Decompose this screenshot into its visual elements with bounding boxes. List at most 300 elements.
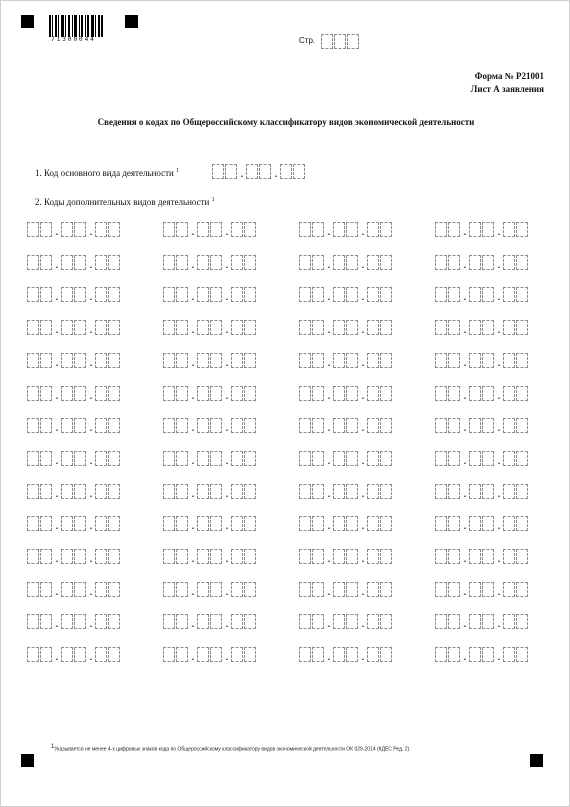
code-cell[interactable]	[482, 386, 494, 401]
code-cell[interactable]	[61, 549, 73, 564]
additional-code-field[interactable]: . .	[27, 222, 121, 237]
code-cell[interactable]	[27, 614, 39, 629]
code-cell[interactable]	[435, 484, 447, 499]
page-number-cell[interactable]	[347, 34, 359, 49]
code-cell[interactable]	[197, 451, 209, 466]
additional-code-field[interactable]: . .	[27, 484, 121, 499]
code-cell[interactable]	[163, 287, 175, 302]
code-cell[interactable]	[61, 320, 73, 335]
code-cell[interactable]	[435, 418, 447, 433]
code-cell[interactable]	[197, 516, 209, 531]
code-cell[interactable]	[40, 418, 52, 433]
code-cell[interactable]	[40, 320, 52, 335]
code-cell[interactable]	[346, 614, 358, 629]
code-cell[interactable]	[163, 222, 175, 237]
additional-code-field[interactable]: . .	[435, 287, 529, 302]
code-cell[interactable]	[231, 582, 243, 597]
code-cell[interactable]	[346, 353, 358, 368]
additional-code-field[interactable]: . .	[435, 353, 529, 368]
code-cell[interactable]	[210, 582, 222, 597]
additional-code-field[interactable]: . .	[27, 451, 121, 466]
code-cell[interactable]	[61, 647, 73, 662]
additional-code-field[interactable]: . .	[299, 516, 393, 531]
code-cell[interactable]	[448, 484, 460, 499]
code-cell[interactable]	[212, 164, 224, 179]
code-cell[interactable]	[380, 647, 392, 662]
code-cell[interactable]	[95, 353, 107, 368]
code-cell[interactable]	[27, 353, 39, 368]
code-cell[interactable]	[74, 320, 86, 335]
additional-code-field[interactable]: . .	[299, 287, 393, 302]
code-cell[interactable]	[346, 418, 358, 433]
code-cell[interactable]	[40, 386, 52, 401]
additional-code-field[interactable]: . .	[435, 222, 529, 237]
code-cell[interactable]	[163, 549, 175, 564]
code-cell[interactable]	[333, 451, 345, 466]
additional-code-field[interactable]: . .	[27, 614, 121, 629]
code-cell[interactable]	[435, 647, 447, 662]
code-cell[interactable]	[380, 582, 392, 597]
additional-code-field[interactable]: . .	[435, 549, 529, 564]
code-cell[interactable]	[367, 484, 379, 499]
code-cell[interactable]	[40, 516, 52, 531]
additional-code-field[interactable]: . .	[435, 320, 529, 335]
code-cell[interactable]	[95, 549, 107, 564]
code-cell[interactable]	[448, 549, 460, 564]
code-cell[interactable]	[469, 418, 481, 433]
code-cell[interactable]	[435, 516, 447, 531]
code-cell[interactable]	[197, 353, 209, 368]
code-cell[interactable]	[435, 287, 447, 302]
code-cell[interactable]	[346, 451, 358, 466]
code-cell[interactable]	[163, 484, 175, 499]
code-cell[interactable]	[503, 320, 515, 335]
code-cell[interactable]	[40, 255, 52, 270]
code-cell[interactable]	[367, 255, 379, 270]
additional-code-field[interactable]: . .	[163, 647, 257, 662]
code-cell[interactable]	[469, 549, 481, 564]
code-cell[interactable]	[40, 647, 52, 662]
additional-code-field[interactable]: . .	[435, 451, 529, 466]
code-cell[interactable]	[74, 451, 86, 466]
code-cell[interactable]	[280, 164, 292, 179]
code-cell[interactable]	[299, 353, 311, 368]
code-cell[interactable]	[210, 255, 222, 270]
code-cell[interactable]	[61, 353, 73, 368]
additional-code-field[interactable]: . .	[163, 255, 257, 270]
code-cell[interactable]	[516, 255, 528, 270]
code-cell[interactable]	[61, 451, 73, 466]
code-cell[interactable]	[482, 614, 494, 629]
additional-code-field[interactable]: . .	[163, 287, 257, 302]
additional-code-field[interactable]: . .	[299, 451, 393, 466]
code-cell[interactable]	[176, 386, 188, 401]
code-cell[interactable]	[503, 353, 515, 368]
code-cell[interactable]	[503, 549, 515, 564]
code-cell[interactable]	[231, 549, 243, 564]
additional-code-field[interactable]: . .	[435, 484, 529, 499]
code-cell[interactable]	[333, 582, 345, 597]
code-cell[interactable]	[108, 516, 120, 531]
code-cell[interactable]	[469, 255, 481, 270]
code-cell[interactable]	[312, 484, 324, 499]
code-cell[interactable]	[176, 549, 188, 564]
code-cell[interactable]	[176, 647, 188, 662]
code-cell[interactable]	[469, 320, 481, 335]
code-cell[interactable]	[333, 549, 345, 564]
code-cell[interactable]	[503, 647, 515, 662]
code-cell[interactable]	[74, 549, 86, 564]
code-cell[interactable]	[469, 647, 481, 662]
additional-code-field[interactable]: . .	[435, 647, 529, 662]
additional-code-field[interactable]: . .	[163, 386, 257, 401]
code-cell[interactable]	[346, 582, 358, 597]
code-cell[interactable]	[299, 614, 311, 629]
code-cell[interactable]	[231, 320, 243, 335]
code-cell[interactable]	[312, 386, 324, 401]
code-cell[interactable]	[176, 353, 188, 368]
code-cell[interactable]	[244, 614, 256, 629]
code-cell[interactable]	[40, 451, 52, 466]
code-cell[interactable]	[367, 418, 379, 433]
code-cell[interactable]	[108, 647, 120, 662]
code-cell[interactable]	[435, 451, 447, 466]
additional-code-field[interactable]: . .	[163, 614, 257, 629]
code-cell[interactable]	[74, 484, 86, 499]
code-cell[interactable]	[108, 451, 120, 466]
code-cell[interactable]	[346, 222, 358, 237]
code-cell[interactable]	[516, 549, 528, 564]
code-cell[interactable]	[312, 320, 324, 335]
code-cell[interactable]	[380, 222, 392, 237]
code-cell[interactable]	[299, 647, 311, 662]
code-cell[interactable]	[435, 549, 447, 564]
additional-code-field[interactable]: . .	[299, 418, 393, 433]
code-cell[interactable]	[27, 647, 39, 662]
code-cell[interactable]	[333, 647, 345, 662]
additional-code-field[interactable]: . .	[163, 451, 257, 466]
code-cell[interactable]	[61, 287, 73, 302]
code-cell[interactable]	[74, 386, 86, 401]
code-cell[interactable]	[95, 386, 107, 401]
code-cell[interactable]	[27, 287, 39, 302]
code-cell[interactable]	[244, 549, 256, 564]
code-cell[interactable]	[367, 647, 379, 662]
code-cell[interactable]	[367, 582, 379, 597]
code-cell[interactable]	[27, 582, 39, 597]
code-cell[interactable]	[380, 484, 392, 499]
code-cell[interactable]	[435, 386, 447, 401]
code-cell[interactable]	[312, 255, 324, 270]
code-cell[interactable]	[346, 484, 358, 499]
code-cell[interactable]	[293, 164, 305, 179]
code-cell[interactable]	[469, 353, 481, 368]
code-cell[interactable]	[108, 614, 120, 629]
code-cell[interactable]	[435, 320, 447, 335]
code-cell[interactable]	[312, 582, 324, 597]
code-cell[interactable]	[40, 222, 52, 237]
code-cell[interactable]	[482, 287, 494, 302]
code-cell[interactable]	[210, 549, 222, 564]
additional-code-field[interactable]: . .	[27, 320, 121, 335]
code-cell[interactable]	[516, 451, 528, 466]
code-cell[interactable]	[367, 516, 379, 531]
code-cell[interactable]	[108, 353, 120, 368]
code-cell[interactable]	[503, 287, 515, 302]
code-cell[interactable]	[516, 582, 528, 597]
additional-code-field[interactable]: . .	[163, 484, 257, 499]
code-cell[interactable]	[197, 614, 209, 629]
code-cell[interactable]	[346, 287, 358, 302]
code-cell[interactable]	[312, 353, 324, 368]
code-cell[interactable]	[74, 222, 86, 237]
additional-code-field[interactable]: . .	[435, 516, 529, 531]
code-cell[interactable]	[74, 287, 86, 302]
code-cell[interactable]	[61, 255, 73, 270]
code-cell[interactable]	[27, 516, 39, 531]
code-cell[interactable]	[231, 287, 243, 302]
code-cell[interactable]	[367, 549, 379, 564]
code-cell[interactable]	[210, 222, 222, 237]
code-cell[interactable]	[380, 287, 392, 302]
code-cell[interactable]	[27, 320, 39, 335]
code-cell[interactable]	[516, 320, 528, 335]
code-cell[interactable]	[40, 287, 52, 302]
code-cell[interactable]	[482, 320, 494, 335]
code-cell[interactable]	[61, 582, 73, 597]
code-cell[interactable]	[333, 614, 345, 629]
code-cell[interactable]	[367, 451, 379, 466]
additional-code-field[interactable]: . .	[299, 255, 393, 270]
code-cell[interactable]	[244, 516, 256, 531]
code-cell[interactable]	[299, 516, 311, 531]
code-cell[interactable]	[516, 353, 528, 368]
additional-code-field[interactable]: . .	[299, 582, 393, 597]
code-cell[interactable]	[197, 386, 209, 401]
additional-code-field[interactable]: . .	[299, 353, 393, 368]
code-cell[interactable]	[244, 320, 256, 335]
code-cell[interactable]	[108, 549, 120, 564]
code-cell[interactable]	[74, 516, 86, 531]
code-cell[interactable]	[108, 255, 120, 270]
code-cell[interactable]	[312, 418, 324, 433]
code-cell[interactable]	[225, 164, 237, 179]
code-cell[interactable]	[231, 647, 243, 662]
code-cell[interactable]	[333, 353, 345, 368]
code-cell[interactable]	[333, 287, 345, 302]
code-cell[interactable]	[210, 484, 222, 499]
code-cell[interactable]	[380, 320, 392, 335]
code-cell[interactable]	[176, 320, 188, 335]
code-cell[interactable]	[197, 255, 209, 270]
code-cell[interactable]	[312, 614, 324, 629]
code-cell[interactable]	[482, 353, 494, 368]
additional-code-field[interactable]: . .	[299, 320, 393, 335]
additional-code-field[interactable]: . .	[299, 549, 393, 564]
code-cell[interactable]	[210, 451, 222, 466]
code-cell[interactable]	[74, 418, 86, 433]
code-cell[interactable]	[435, 582, 447, 597]
code-cell[interactable]	[231, 222, 243, 237]
page-number-cell[interactable]	[321, 34, 333, 49]
code-cell[interactable]	[482, 582, 494, 597]
additional-code-field[interactable]: . .	[27, 582, 121, 597]
code-cell[interactable]	[299, 287, 311, 302]
code-cell[interactable]	[176, 582, 188, 597]
code-cell[interactable]	[435, 614, 447, 629]
code-cell[interactable]	[299, 418, 311, 433]
code-cell[interactable]	[448, 255, 460, 270]
code-cell[interactable]	[95, 614, 107, 629]
code-cell[interactable]	[333, 320, 345, 335]
additional-code-field[interactable]: . .	[435, 614, 529, 629]
code-cell[interactable]	[299, 451, 311, 466]
code-cell[interactable]	[380, 516, 392, 531]
code-cell[interactable]	[482, 549, 494, 564]
code-cell[interactable]	[244, 484, 256, 499]
page-number-cell[interactable]	[334, 34, 346, 49]
code-cell[interactable]	[448, 451, 460, 466]
code-cell[interactable]	[482, 255, 494, 270]
code-cell[interactable]	[244, 647, 256, 662]
code-cell[interactable]	[40, 353, 52, 368]
code-cell[interactable]	[312, 222, 324, 237]
code-cell[interactable]	[197, 222, 209, 237]
code-cell[interactable]	[176, 484, 188, 499]
code-cell[interactable]	[516, 222, 528, 237]
code-cell[interactable]	[516, 647, 528, 662]
code-cell[interactable]	[231, 516, 243, 531]
code-cell[interactable]	[299, 320, 311, 335]
additional-code-field[interactable]: . .	[163, 320, 257, 335]
additional-code-field[interactable]: . .	[435, 418, 529, 433]
code-cell[interactable]	[210, 386, 222, 401]
code-cell[interactable]	[503, 386, 515, 401]
code-cell[interactable]	[40, 549, 52, 564]
code-cell[interactable]	[380, 386, 392, 401]
code-cell[interactable]	[163, 320, 175, 335]
code-cell[interactable]	[367, 222, 379, 237]
code-cell[interactable]	[448, 222, 460, 237]
code-cell[interactable]	[108, 287, 120, 302]
code-cell[interactable]	[312, 516, 324, 531]
additional-code-field[interactable]: . .	[27, 418, 121, 433]
code-cell[interactable]	[176, 418, 188, 433]
code-cell[interactable]	[482, 222, 494, 237]
code-cell[interactable]	[469, 516, 481, 531]
code-cell[interactable]	[435, 222, 447, 237]
code-cell[interactable]	[333, 255, 345, 270]
code-cell[interactable]	[163, 582, 175, 597]
code-cell[interactable]	[108, 320, 120, 335]
code-cell[interactable]	[312, 549, 324, 564]
code-cell[interactable]	[176, 516, 188, 531]
code-cell[interactable]	[163, 614, 175, 629]
code-cell[interactable]	[176, 287, 188, 302]
code-cell[interactable]	[367, 353, 379, 368]
code-cell[interactable]	[210, 614, 222, 629]
code-cell[interactable]	[244, 386, 256, 401]
code-cell[interactable]	[231, 386, 243, 401]
code-cell[interactable]	[27, 386, 39, 401]
code-cell[interactable]	[108, 418, 120, 433]
code-cell[interactable]	[482, 516, 494, 531]
code-cell[interactable]	[244, 255, 256, 270]
code-cell[interactable]	[95, 451, 107, 466]
additional-code-field[interactable]: . .	[435, 255, 529, 270]
code-cell[interactable]	[380, 549, 392, 564]
additional-code-field[interactable]: . .	[27, 255, 121, 270]
code-cell[interactable]	[197, 549, 209, 564]
code-cell[interactable]	[108, 484, 120, 499]
additional-code-field[interactable]: . .	[435, 582, 529, 597]
code-cell[interactable]	[231, 353, 243, 368]
code-cell[interactable]	[503, 255, 515, 270]
code-cell[interactable]	[61, 418, 73, 433]
code-cell[interactable]	[95, 582, 107, 597]
code-cell[interactable]	[448, 386, 460, 401]
code-cell[interactable]	[231, 451, 243, 466]
code-cell[interactable]	[503, 614, 515, 629]
additional-code-field[interactable]: . .	[299, 647, 393, 662]
code-cell[interactable]	[299, 484, 311, 499]
code-cell[interactable]	[95, 222, 107, 237]
additional-code-field[interactable]: . .	[163, 222, 257, 237]
code-cell[interactable]	[448, 320, 460, 335]
code-cell[interactable]	[231, 418, 243, 433]
additional-code-field[interactable]: . .	[27, 386, 121, 401]
code-cell[interactable]	[197, 484, 209, 499]
code-cell[interactable]	[380, 255, 392, 270]
code-cell[interactable]	[27, 549, 39, 564]
code-cell[interactable]	[448, 418, 460, 433]
code-cell[interactable]	[380, 418, 392, 433]
code-cell[interactable]	[176, 614, 188, 629]
code-cell[interactable]	[380, 451, 392, 466]
code-cell[interactable]	[197, 320, 209, 335]
code-cell[interactable]	[163, 451, 175, 466]
code-cell[interactable]	[503, 516, 515, 531]
code-cell[interactable]	[448, 582, 460, 597]
code-cell[interactable]	[380, 353, 392, 368]
code-cell[interactable]	[469, 484, 481, 499]
code-cell[interactable]	[74, 614, 86, 629]
code-cell[interactable]	[346, 255, 358, 270]
code-cell[interactable]	[367, 320, 379, 335]
additional-code-field[interactable]: . .	[163, 418, 257, 433]
code-cell[interactable]	[61, 516, 73, 531]
code-cell[interactable]	[333, 516, 345, 531]
code-cell[interactable]	[380, 614, 392, 629]
additional-code-field[interactable]: . .	[163, 516, 257, 531]
code-cell[interactable]	[469, 287, 481, 302]
code-cell[interactable]	[516, 614, 528, 629]
code-cell[interactable]	[367, 386, 379, 401]
code-cell[interactable]	[95, 255, 107, 270]
code-cell[interactable]	[448, 614, 460, 629]
code-cell[interactable]	[163, 418, 175, 433]
code-cell[interactable]	[516, 287, 528, 302]
code-cell[interactable]	[210, 353, 222, 368]
code-cell[interactable]	[246, 164, 258, 179]
code-cell[interactable]	[231, 255, 243, 270]
code-cell[interactable]	[346, 647, 358, 662]
code-cell[interactable]	[469, 582, 481, 597]
code-cell[interactable]	[27, 484, 39, 499]
code-cell[interactable]	[367, 614, 379, 629]
code-cell[interactable]	[210, 647, 222, 662]
code-cell[interactable]	[210, 320, 222, 335]
